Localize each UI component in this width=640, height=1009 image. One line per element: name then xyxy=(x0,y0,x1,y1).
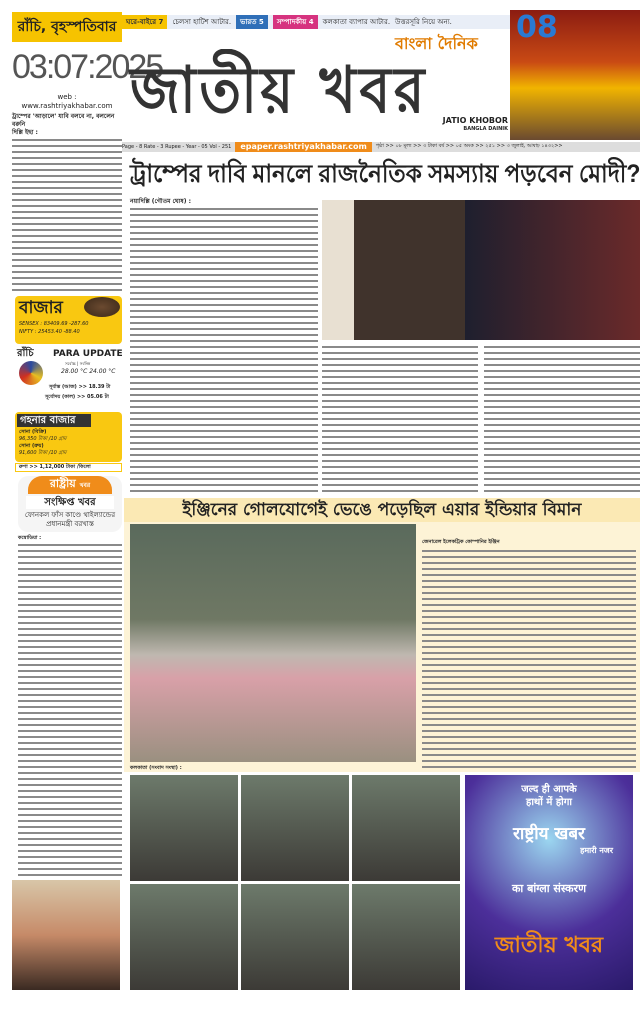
weather-city: রাঁচি xyxy=(17,348,34,359)
ad-tagline: हमारी नजर xyxy=(580,846,613,855)
logo-roman xyxy=(432,116,508,132)
ad-line2: हाथों में होगा xyxy=(526,797,572,808)
national-box xyxy=(18,476,122,532)
silver-rate: রুপা >> 1,12,000 টাকা /কিলো xyxy=(15,463,122,472)
market-title: বাজার xyxy=(19,298,63,318)
portrait-photo xyxy=(12,880,120,990)
left-story-lead: দিল্লি ইছা : xyxy=(12,129,38,136)
sunset: সূর্যাস্ত (আজ) >> 18.39 টা xyxy=(49,384,111,390)
grid-photo xyxy=(352,775,460,881)
strip-tag[interactable]: ঘরে-বাইরে 7 xyxy=(122,15,167,29)
issue-info: পৃষ্ঠা >> ০৮ মূল্য >> ৩ টাকা বর্ষ >> ০৫ অংক >> ২৫১ >> ৩ জুলাই, আষাঢ় ১৪৩২>> xyxy=(375,143,563,149)
temp-label: সর্বনিম্ন xyxy=(79,361,91,366)
grid-photo xyxy=(241,884,349,990)
strip-text: চেলসা হাটিশ আটার. xyxy=(172,18,232,26)
left-story-title: ট্রাম্পের 'আড়ালে' যাবি বলবে না, বললেন বরুনি xyxy=(12,113,115,128)
grid-photo xyxy=(130,884,238,990)
strip-tag[interactable]: সম্পাদকীয় 4 xyxy=(273,15,318,29)
page-badge[interactable]: 08 xyxy=(516,10,558,45)
issue-left: Page - 8 Rate - 3 Rupee - Year - 05 Vol - 251 xyxy=(122,144,232,150)
temp-label: সর্বোচ্চ xyxy=(65,361,76,366)
grid-photo xyxy=(241,775,349,881)
temp-high: 28.00 °C xyxy=(61,368,88,375)
grid-photo xyxy=(130,775,238,881)
main-headline[interactable]: ট্রাম্পের দাবি মানলে রাজনৈতিক সমস্যায় পড়বেন মোদী? xyxy=(130,160,640,188)
nifty: NIFTY : 25453.40 -88.40 xyxy=(19,329,80,335)
crash-photo xyxy=(130,524,416,762)
roman-sub: BANGLA DAINIK xyxy=(463,126,508,132)
epaper-strip xyxy=(122,142,640,152)
main-story-col1 xyxy=(130,206,318,494)
main-story-column xyxy=(130,198,318,494)
sensex: SENSEX : 83409.69 -287.60 xyxy=(19,321,89,327)
main-story-col3 xyxy=(484,344,640,494)
bull-icon xyxy=(84,297,120,317)
second-side-body xyxy=(422,548,636,770)
national-lead: কম্বোডিয়া : xyxy=(18,535,42,541)
masthead-day: রাঁচি, বৃহস্পতিবার xyxy=(12,12,122,42)
advertisement[interactable] xyxy=(465,775,633,990)
website-link[interactable]: web : www.rashtriyakhabar.com xyxy=(21,93,113,110)
temp-low: 24.00 °C xyxy=(89,368,116,375)
weather-title2: UPDATE xyxy=(82,349,123,359)
second-headline[interactable]: ইঞ্জিনের গোলযোগেই ভেঙে পড়েছিল এয়ার ইন্ডিয়ার বিমান xyxy=(124,498,640,522)
strip-tag[interactable]: ভারত 5 xyxy=(236,15,268,29)
gold-buy-label: সোনা (ক্রয়) xyxy=(19,443,44,449)
weather-box: রাঁচি PARA UPDATE সর্বোচ্চ | সর্বনিম্ন 28.00 °C 24.00 °C সূর্যাস্ত (আজ) >> 18.39 টা সূর্যোদয় (কাল) >> 05.06 টা xyxy=(17,348,123,400)
top-photo xyxy=(510,10,640,140)
left-story-body xyxy=(12,137,122,293)
umbrella-icon xyxy=(19,361,43,385)
weather-title: PARA xyxy=(53,349,80,359)
national-column xyxy=(18,476,122,876)
gold-sell: 96,350 টাকা /10 গ্রাম xyxy=(19,436,67,442)
main-story-col2 xyxy=(322,344,478,494)
ad-brand: राष्ट्रीय खबर xyxy=(512,824,586,844)
gold-buy: 91,600 টাকা /10 গ্রাম xyxy=(19,450,67,456)
top-strip xyxy=(122,15,510,29)
national-body xyxy=(18,542,122,876)
national-headline[interactable]: ফোনকল ফাঁস কাণ্ডে থাইল্যান্ডের প্রধানমন্ত্রী বরখাস্ত xyxy=(24,511,116,528)
strip-text: কলকাতা ব্যাপার আটার. xyxy=(322,18,391,26)
newspaper-logo: জাতীয় খবর xyxy=(130,53,428,128)
national-tag2: খবর xyxy=(79,482,91,489)
second-lead: কলকাতা (সংবাদ সংস্থা) : xyxy=(130,765,182,771)
logo-subtitle: বাংলা দৈনিক xyxy=(395,34,478,53)
grid-photo xyxy=(352,884,460,990)
main-story-lead: নয়াদিল্লি (গৌতম ঘোষ) : xyxy=(130,198,191,205)
photo-grid xyxy=(130,775,460,990)
main-photo xyxy=(322,200,640,340)
jewellery-title: গহনার বাজার xyxy=(17,414,91,427)
sunrise: সূর্যোদয় (কাল) >> 05.06 টা xyxy=(45,394,109,400)
jewellery-box xyxy=(15,412,122,462)
ad-edition: का बांग्ला संस्करण xyxy=(511,882,587,895)
national-sub: সংক্ষিপ্ত খবর xyxy=(26,496,114,509)
roman-name: JATIO KHOBOR xyxy=(442,116,508,125)
ad-line1: जल्द ही आपके xyxy=(521,784,577,795)
masthead-date: 03:07:2025 xyxy=(12,48,163,86)
national-tag: রাষ্ট্রীয় xyxy=(49,477,76,490)
left-story xyxy=(12,93,122,293)
second-side-sub: জেনারেল ইলেকট্রিক কোম্পানির ইঞ্জিন xyxy=(422,539,500,545)
epaper-link[interactable]: epaper.rashtriyakhabar.com xyxy=(235,142,371,152)
ad-logo: জাতীয় খবর xyxy=(494,933,604,958)
gold-sell-label: সোনা (বিক্রি) xyxy=(19,429,47,435)
strip-text: উত্তরসূরি নিয়ে অন্য. xyxy=(395,18,452,26)
